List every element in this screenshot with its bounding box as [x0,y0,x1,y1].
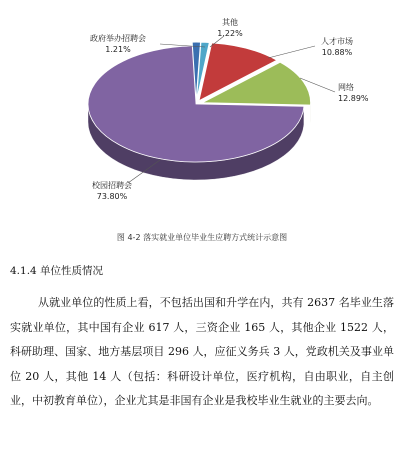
slice-percent-label: 1.22% [217,29,243,38]
leader-line [268,46,315,58]
figure-caption: 图 4-2 落实就业单位毕业生应聘方式统计示意图 [116,233,288,242]
pie-chart [0,0,404,232]
slice-percent-label: 10.88% [321,48,353,57]
pie-slices [88,42,311,180]
section-heading: 4.1.4 单位性质情况 [10,265,104,277]
slice-percent-label: 73.80% [96,192,128,201]
slice-label: 校园招聘会 [92,181,132,190]
slice-percent-label: 12.89% [338,94,369,103]
slice-label: 人才市场 [321,37,353,46]
slice-percent-label: 1.21% [105,45,131,54]
slice-label: 其他 [222,18,238,27]
body-paragraph: 从就业单位的性质上看，不包括出国和升学在内，共有 2637 名毕业生落实就业单位，其中国有企业 617 人，三资企业 165 人，其他企业 1522 人，科研助理、国家、地方基层项目 296 人，应征义务兵 3 人，党政机关及事业单位 20 人，其他 14 人（包括：科研设计单位，医疗机构，自由职业，自主创业，中初教育单位），企业尤其是非国有企业是我校毕业生就业的主要去向。 [10,296,394,407]
slice-label: 政府举办招聘会 [90,34,146,43]
slice-label: 网络 [338,83,354,92]
